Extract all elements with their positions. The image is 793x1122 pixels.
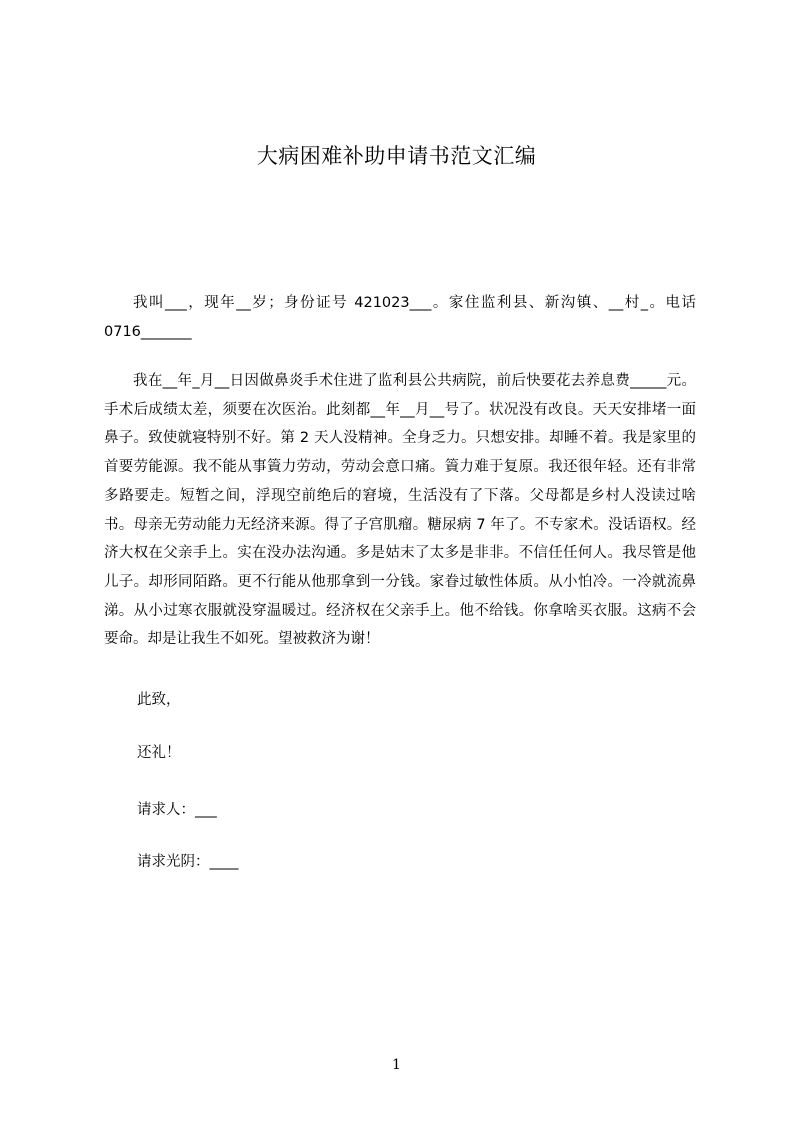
page-number: 1 (392, 1057, 401, 1073)
body-paragraph: 我在__年_月__日因做鼻炎手术住进了监利县公共病院，前后快要花去养息费_____元。手术后成绩太差，须要在次医治。此刻都__年__月__号了。状况没有改良。天天安排堵一面鼻子。致使就寝特别不好。第 2 天人没精神。全身乏力。只想安排。却睡不着。我是家里的首要劳能源。我不能从事篢力劳动，劳动会意口痛。篢力难于复原。我还很年轻。还有非常多路要走。短暂之间，浮现空前绝后的窘境，生活没有了下落。父母都是乡村人没读过啥书。母亲无劳动能力无经济来源。得了子宫肌瘤。糖尿病 7 年了。不专家术。没话语权。经济大权在父亲手上。实在没办法沟通。多是姑末了太多是非非。不信任任何人。我尽管是他儿子。却形同陌路。更不行能从他那拿到一分钱。家眷过敏性体质。从小怕冷。一冷就流鼻涕。从小过寒衣服就没穿温暖过。经济权在父亲手上。他不给钱。你拿啥买衣服。这病不会要命。却是让我生不如死。望被救济为谢！ (104, 373, 696, 648)
date-line: 请求光阴：____ (137, 854, 239, 870)
intro-paragraph: 我叫___，现年__岁；身份证号 421023___。家住监利县、新沟镇、__村_。电话0716_______ (104, 295, 696, 340)
applicant-line: 请求人：___ (137, 802, 217, 818)
closing: 还礼！ (137, 745, 181, 761)
document-title: 大病困难补助申请书范文汇编 (256, 144, 537, 168)
salutation: 此致， (137, 692, 181, 708)
